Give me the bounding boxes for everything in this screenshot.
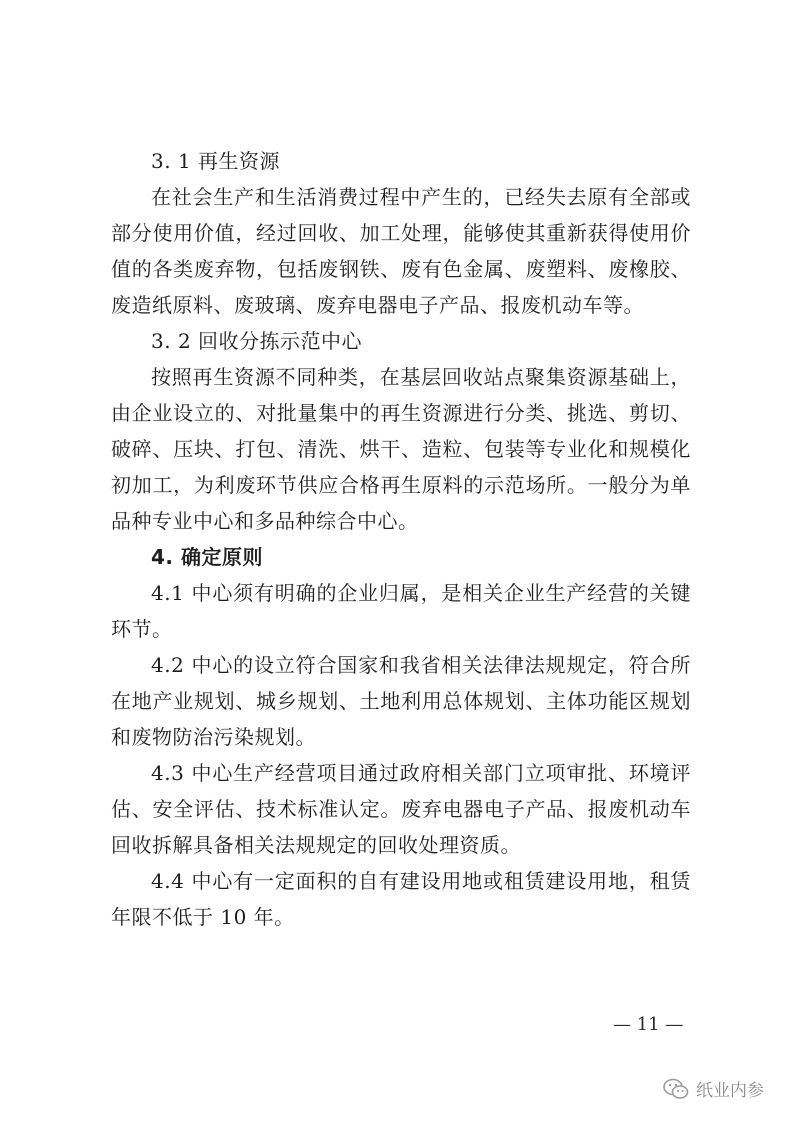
paragraph-3-1: 在社会生产和生活消费过程中产生的，已经失去原有全部或部分使用价值，经过回收、加工处理，能够使其重新获得使用价值的各类废弃物，包括废钢铁、废有色金属、废塑料、废橡胶、废造纸原料、废玻璃、废弃电器电子产品、报废机动车等。 [111, 185, 691, 317]
section-heading-3-2: 3. 2 回收分拣示范中心 [151, 329, 363, 353]
section-heading-4: 4. 确定原则 [151, 545, 263, 569]
paragraph-4-4: 4.4 中心有一定面积的自有建设用地或租赁建设用地，租赁年限不低于 10 年。 [111, 869, 691, 929]
paragraph-4-2: 4.2 中心的设立符合国家和我省相关法律法规规定，符合所在地产业规划、城乡规划、土地利用总体规划、主体功能区规划和废物防治污染规划。 [111, 653, 691, 749]
paragraph-4-3: 4.3 中心生产经营项目通过政府相关部门立项审批、环境评估、安全评估、技术标准认定。废弃电器电子产品、报废机动车回收拆解具备相关法规规定的回收处理资质。 [111, 761, 691, 857]
paragraph-3-2: 按照再生资源不同种类，在基层回收站点聚集资源基础上，由企业设立的、对批量集中的再生资源进行分类、挑选、剪切、破碎、压块、打包、清洗、烘干、造粒、包装等专业化和规模化初加工，为利废环节供应合格再生原料的示范场所。一般分为单品种专业中心和多品种综合中心。 [111, 365, 691, 533]
page-number: — 11 — [613, 1014, 684, 1035]
watermark [662, 1076, 764, 1101]
paragraph-4-1: 4.1 中心须有明确的企业归属，是相关企业生产经营的关键环节。 [111, 581, 691, 641]
wechat-icon [662, 1077, 690, 1101]
watermark-text: 纸业内参 [696, 1081, 764, 1101]
document-body [111, 143, 691, 935]
section-heading-3-1: 3. 1 再生资源 [151, 149, 281, 173]
